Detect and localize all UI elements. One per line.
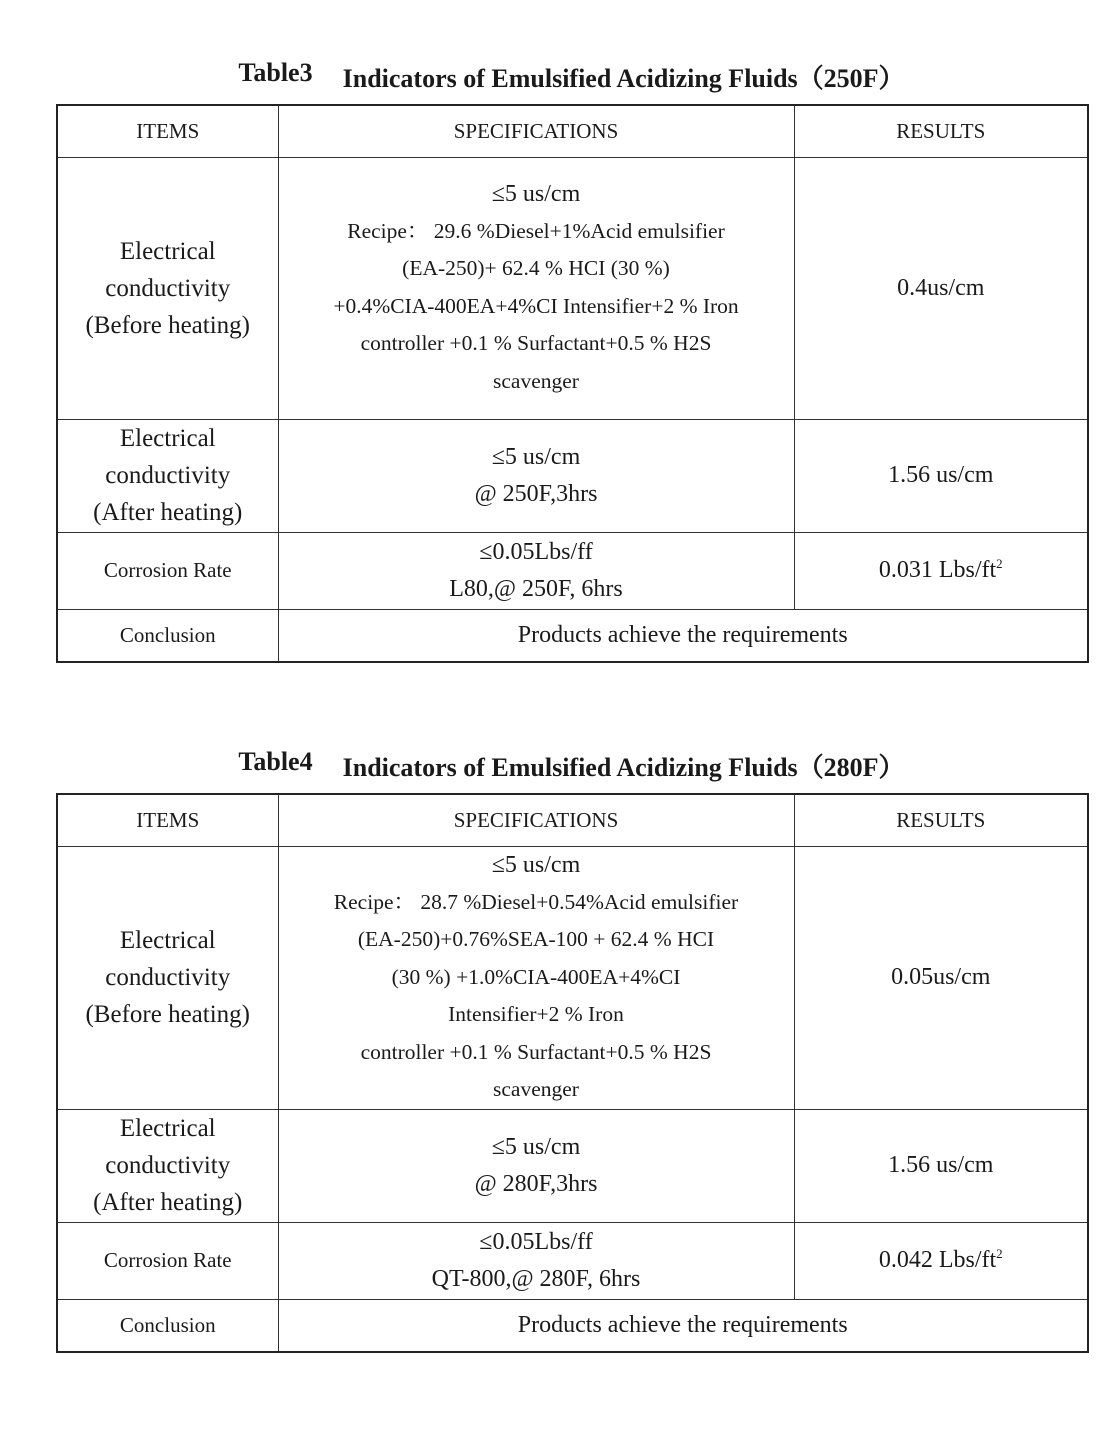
spec-line: QT-800,@ 280F, 6hrs bbox=[431, 1265, 641, 1292]
spec-line: @ 280F,3hrs bbox=[474, 1170, 598, 1197]
table3-caption bbox=[56, 58, 1087, 104]
recipe-line: Recipe： 29.6 %Diesel+1%Acid emulsifier bbox=[347, 218, 725, 243]
item-line: Electrical bbox=[119, 1115, 216, 1142]
table3-result-cell: 0.4us/cm bbox=[794, 157, 1088, 419]
table3-header-specifications: SPECIFICATIONS bbox=[278, 105, 794, 157]
spec-line: ≤0.05Lbs/ff bbox=[479, 1228, 593, 1255]
table4-item-cell bbox=[57, 1109, 278, 1222]
item-line: Electrical bbox=[119, 927, 216, 954]
table3-row-conclusion bbox=[57, 609, 1088, 662]
table3-spec-cell bbox=[278, 419, 794, 532]
recipe-line: (EA-250)+ 62.4 % HCI (30 %) bbox=[402, 256, 670, 281]
table4-result-cell: 0.05us/cm bbox=[794, 846, 1088, 1109]
item-line: conductivity bbox=[105, 964, 231, 991]
recipe-line: (30 %) +1.0%CIA-400EA+4%CI bbox=[391, 964, 681, 989]
table3-spec-cell bbox=[278, 532, 794, 609]
spec-line: ≤5 us/cm bbox=[491, 851, 581, 878]
result-value: 0.031 Lbs/ft bbox=[878, 557, 997, 583]
table4-header-row bbox=[57, 794, 1088, 846]
table3-caption-number: Table3 bbox=[238, 58, 313, 87]
item-line: conductivity bbox=[105, 274, 231, 302]
recipe-line: +0.4%CIA-400EA+4%CI Intensifier+2 % Iron bbox=[333, 293, 739, 318]
table3-item-cell bbox=[57, 157, 278, 419]
spec-line: @ 250F,3hrs bbox=[474, 480, 598, 507]
recipe-line: scavenger bbox=[493, 1077, 579, 1101]
item-line: conductivity bbox=[105, 1152, 231, 1179]
table3-spec-cell bbox=[278, 157, 794, 419]
result-superscript: 2 bbox=[996, 556, 1003, 571]
table3-header-row bbox=[57, 105, 1088, 157]
table4 bbox=[56, 793, 1089, 1353]
table4-spec-cell bbox=[278, 1109, 794, 1222]
table3-row-corrosion bbox=[57, 532, 1088, 609]
table4-conclusion-label: Conclusion bbox=[57, 1299, 278, 1352]
result-value: 0.042 Lbs/ft bbox=[878, 1247, 997, 1273]
item-line: conductivity bbox=[105, 462, 231, 489]
spec-line: L80,@ 250F, 6hrs bbox=[449, 575, 623, 602]
table4-result-cell: 1.56 us/cm bbox=[794, 1109, 1088, 1222]
table4-header-results: RESULTS bbox=[794, 794, 1088, 846]
recipe-line: Intensifier+2 % Iron bbox=[448, 1002, 624, 1026]
table4-block bbox=[56, 747, 1087, 1353]
table3-caption-title: Indicators of Emulsified Acidizing Fluids（250F） bbox=[342, 64, 905, 93]
table3-row-after-heating bbox=[57, 419, 1088, 532]
table4-header-specifications: SPECIFICATIONS bbox=[278, 794, 794, 846]
table4-row-after-heating bbox=[57, 1109, 1088, 1222]
table4-caption-title: Indicators of Emulsified Acidizing Fluids（280F） bbox=[342, 753, 905, 782]
table3-result-cell: 1.56 us/cm bbox=[794, 419, 1088, 532]
table3-row-before-heating bbox=[57, 157, 1088, 419]
spec-line: ≤5 us/cm bbox=[491, 1133, 581, 1160]
table4-conclusion-text: Products achieve the requirements bbox=[278, 1299, 1088, 1352]
item-line: Electrical bbox=[119, 237, 216, 265]
recipe-line: scavenger bbox=[493, 368, 579, 393]
table4-caption-number: Table4 bbox=[238, 747, 313, 776]
table4-row-corrosion bbox=[57, 1222, 1088, 1299]
table4-spec-cell bbox=[278, 1222, 794, 1299]
item-line: (Before heating) bbox=[85, 311, 250, 339]
table4-row-conclusion bbox=[57, 1299, 1088, 1352]
table4-caption bbox=[56, 747, 1087, 793]
table4-result-cell bbox=[794, 1222, 1088, 1299]
spec-line: ≤5 us/cm bbox=[491, 180, 581, 207]
table4-item-cell: Corrosion Rate bbox=[57, 1222, 278, 1299]
recipe-line: Recipe： 28.7 %Diesel+0.54%Acid emulsifier bbox=[333, 889, 739, 914]
spec-line: ≤0.05Lbs/ff bbox=[479, 538, 593, 565]
recipe-line: controller +0.1 % Surfactant+0.5 % H2S bbox=[360, 1039, 712, 1064]
table3-header-items: ITEMS bbox=[57, 105, 278, 157]
recipe-line: controller +0.1 % Surfactant+0.5 % H2S bbox=[360, 331, 712, 356]
table3-result-cell bbox=[794, 532, 1088, 609]
table4-row-before-heating bbox=[57, 846, 1088, 1109]
item-line: Electrical bbox=[119, 425, 216, 452]
spec-line: ≤5 us/cm bbox=[491, 443, 581, 470]
item-line: (After heating) bbox=[93, 499, 243, 526]
result-superscript: 2 bbox=[996, 1246, 1003, 1261]
recipe-line: (EA-250)+0.76%SEA-100 + 62.4 % HCI bbox=[357, 927, 715, 951]
table3-item-cell: Corrosion Rate bbox=[57, 532, 278, 609]
item-line: (Before heating) bbox=[85, 1001, 250, 1028]
item-line: (After heating) bbox=[93, 1189, 243, 1216]
table3-header-results: RESULTS bbox=[794, 105, 1088, 157]
table3-item-cell bbox=[57, 419, 278, 532]
table3 bbox=[56, 104, 1089, 663]
table3-block bbox=[56, 58, 1087, 663]
table4-header-items: ITEMS bbox=[57, 794, 278, 846]
table4-spec-cell bbox=[278, 846, 794, 1109]
table3-conclusion-text: Products achieve the requirements bbox=[278, 609, 1088, 662]
table3-conclusion-label: Conclusion bbox=[57, 609, 278, 662]
table4-item-cell bbox=[57, 846, 278, 1109]
